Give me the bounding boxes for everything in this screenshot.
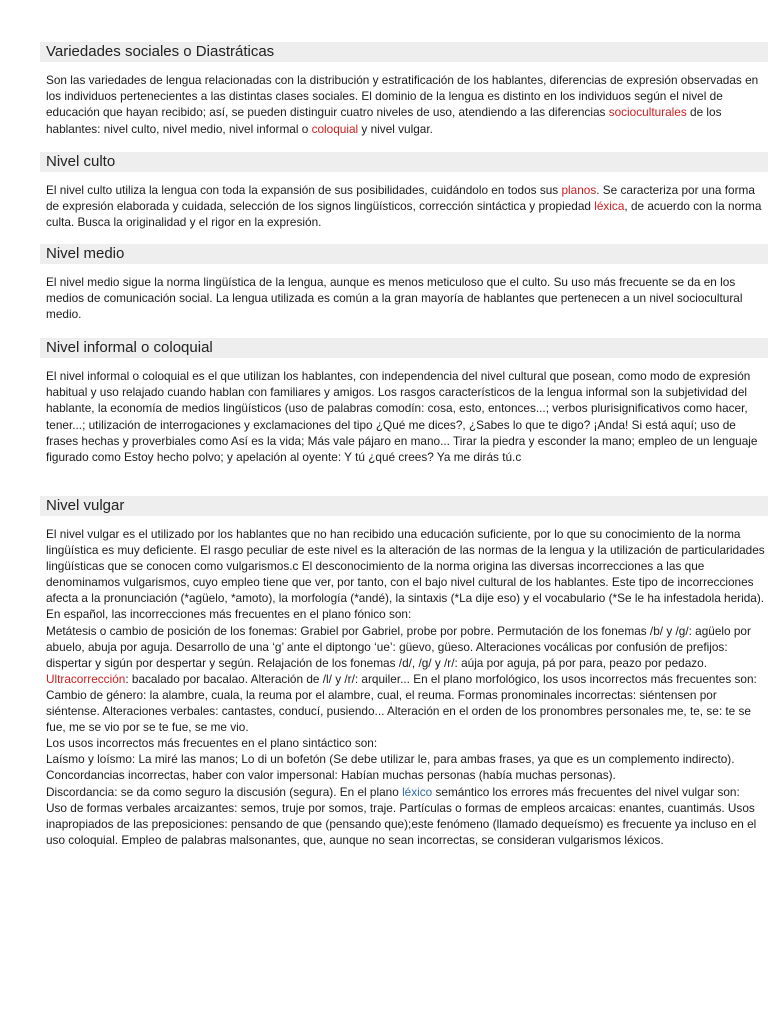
paragraph-text: : bacalado por bacalao. Alteración de /l/ y /r/: arquiler... En el plano morfológico, los usos incorrectos más frecuentes son: (125, 671, 757, 686)
section-nivel-informal (40, 338, 768, 465)
section-nivel-medio (40, 244, 768, 323)
link-planos[interactable]: planos (561, 183, 597, 197)
paragraph-text: El nivel vulgar es el utilizado por los hablantes que no han recibido una educación suficiente, por lo que su conocimiento de la norma lingüística es muy deficiente. El rasgo peculiar de este nivel es la alteración de las normas de la lengua y la utilización de particularidades lingüísticas que se conocen como vulgarismos.c El desconocimiento de la norma origina las diversas incorrecciones a las que denominamos vulgarismos, cuyo empleo tiene que ver, por tanto, con el bajo nivel cultural de los hablantes. Este tipo de incorrecciones afecta a la pronunciación (*agüelo, *amoto), la morfología (*andé), la sintaxis (*La dije eso) y el vocabulario (*Se le ha infestadola herida). (46, 527, 765, 606)
paragraph-text: En español, las incorrecciones más frecuentes en el plano fónico son: (46, 607, 412, 622)
paragraph-text (46, 784, 768, 800)
link-socioculturales[interactable]: socioculturales (608, 105, 687, 120)
section-heading: Nivel culto (40, 152, 768, 172)
section-variedades-sociales (40, 42, 768, 137)
section-heading: Nivel medio (40, 244, 768, 264)
section-paragraph (46, 526, 768, 848)
paragraph-text: Metátesis o cambio de posición de los fonemas: Grabiel por Gabriel, probe por pobre. Permutación de los fonemas /b/ y /g/: agüelo por abuelo, abuja por aguja. Desarrollo de una ‘g’ ante el diptongo ‘ue’: güevo, güeso. Alteraciones vocálicas por confusión de prefijos: dispertar y sigún por despertar y según. Relajación de los fonemas /d/, /g/ y /r/: aúja por aguja, pá por para, peazo por pedazo. (46, 623, 751, 670)
section-heading: Variedades sociales o Diastráticas (40, 42, 768, 62)
paragraph-text: Los usos incorrectos más frecuentes en el plano sintáctico son: (46, 736, 378, 751)
paragraph-text (46, 623, 768, 687)
link-ultracorreccion[interactable]: Ultracorrección (46, 671, 126, 686)
paragraph-text: de los hablantes: nivel culto, nivel medio, nivel informal o (46, 105, 722, 136)
paragraph-text: y nivel vulgar. (358, 121, 433, 136)
section-paragraph (46, 72, 768, 137)
paragraph-text: Discordancia: se da como seguro la discusión (segura). En el plano (46, 784, 403, 799)
paragraph-text: Son las variedades de lengua relacionadas con la distribución y estratificación de los hablantes, diferencias de expresión observadas en los individuos pertenecientes a las distintas clases sociales. El dominio de la lengua es distinto en los individuos según el nivel de educación que hayan recibido; así, se pueden distinguir cuatro niveles de uso, atendiendo a las diferencias (46, 73, 759, 120)
section-paragraph: El nivel medio sigue la norma lingüística de la lengua, aunque es menos meticuloso que el culto. Su uso más frecuente se da en los medios de comunicación social. La lengua utilizada es común a la gran mayoría de hablantes que pertenecen a un nivel sociocultural medio. (46, 275, 743, 322)
link-lexico[interactable]: léxico (402, 784, 433, 799)
section-paragraph: El nivel informal o coloquial es el que utilizan los hablantes, con independencia del nivel cultural que posean, como modo de expresión habitual y uso relajado cuando hablan con familiares y amigos. Los rasgos característicos de la lengua informal son la subjetividad del hablante, la economía de medios lingüísticos (uso de palabras comodín: cosa, esto, entonces...; verbos plurisignificativos como hacer, tener...; utilización de interrogaciones y exclamaciones del tipo ¿Qué me dices?, ¿Sabes lo que te digo? ¡Anda! Si está aquí; uso de frases hechas y proverbiales como Así es la vida; Más vale pájaro en mano... Tirar la piedra y esconder la mano; empleo de un lenguaje figurado como Estoy hecho polvo; y apelación al oyente: Y tú ¿qué crees? Ya me dirás tú.c (46, 369, 758, 465)
paragraph-text: , de acuerdo con la norma culta. Busca la originalidad y el rigor en la expresión. (46, 199, 762, 230)
section-heading: Nivel informal o coloquial (40, 338, 768, 358)
paragraph-text: semántico los errores más frecuentes del nivel vulgar son: (432, 784, 740, 799)
paragraph-text: Cambio de género: la alambre, cuala, la reuma por el alambre, cual, el reuma. Formas pronominales incorrectas: siéntensen por siéntense. Alteraciones verbales: cantastes, conducí, pusiendo... Alteración en el orden de los pronombres personales me, te, se: te se fue, me se vio por se te fue, se me vio. (46, 687, 751, 735)
paragraph-text: El nivel culto utiliza la lengua con toda la expansión de sus posibilidades, cuidándolo en todos sus (46, 183, 562, 197)
paragraph-text: . Se caracteriza por una forma de expresión elaborada y cuidada, selección de los signos lingüísticos, corrección sintáctica y propiedad (46, 183, 755, 214)
paragraph-text: Laísmo y loísmo: La miré las manos; Lo di un bofetón (Se debe utilizar le, para ambas frases, ya que es un complemento indirecto). Concordancias incorrectas, haber con valor impersonal: Habían muchas personas (había muchas personas). (46, 752, 735, 783)
section-paragraph (46, 182, 768, 231)
paragraph-text: Uso de formas verbales arcaizantes: semos, truje por somos, traje. Partículas o formas de empleos arcaicas: enantes, cuantimás. Usos inapropiados de las preposiciones: pensando de que (pensando que);este fenómeno (llamado dequeísmo) es frecuente ya incluso en el uso coloquial. Empleo de palabras malsonantes, que, aunque no sean incorrectas, se consideran vulgarismos léxicos. (46, 800, 757, 847)
section-heading: Nivel vulgar (40, 496, 768, 516)
link-lexica[interactable]: léxica (594, 199, 625, 214)
section-nivel-vulgar (40, 496, 768, 848)
link-coloquial[interactable]: coloquial (311, 121, 359, 136)
section-nivel-culto (40, 152, 768, 231)
